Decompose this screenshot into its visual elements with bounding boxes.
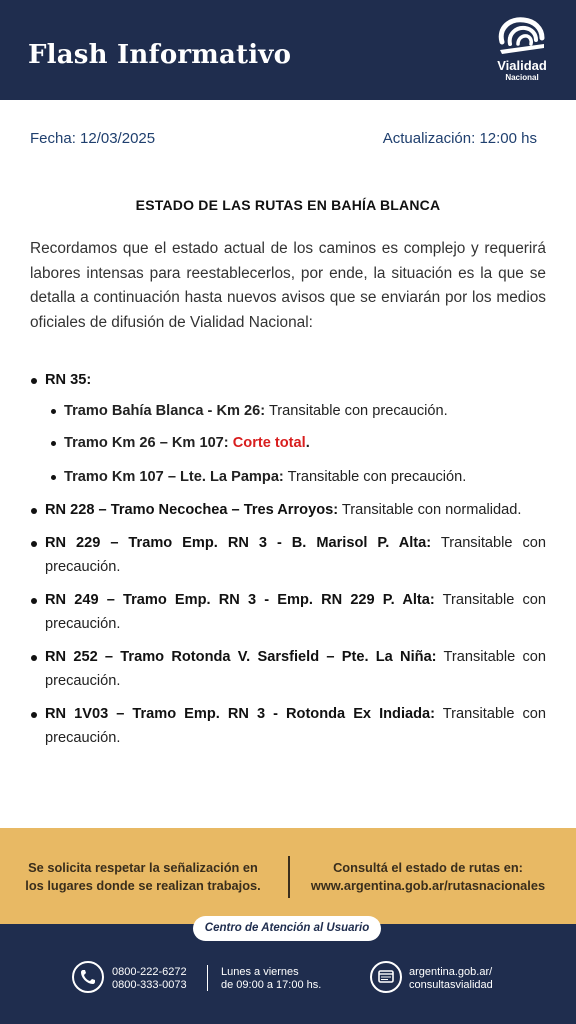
phone-icon [72, 961, 104, 993]
route-status: Transitable con precaución. [45, 649, 546, 689]
intro-paragraph: Recordamos que el estado actual de los caminos es complejo y requerirá labores intensas para reestablecerlos, por ende, la situación es la que se detalla a continuación hasta nuevos avisos que se enviarán por los medios oficiales de difusión de Vialidad Nacional: [30, 240, 546, 331]
customer-service-badge: Centro de Atención al Usuario [193, 916, 381, 941]
tramo-status-closed: Corte total [232, 435, 306, 451]
web-link-line-1[interactable]: argentina.gob.ar/ [409, 966, 493, 978]
tramo-label: Tramo Km 26 – Km 107: [64, 435, 229, 451]
web-link-line-2[interactable]: consultasvialidad [409, 979, 493, 991]
route-status: Transitable con precaución. [45, 706, 546, 746]
route-label: RN 228 – Tramo Necochea – Tres Arroyos: [45, 502, 339, 518]
phone-number-1[interactable]: 0800-222-6272 [112, 966, 187, 978]
bullet-icon [31, 655, 37, 661]
section-title: ESTADO DE LAS RUTAS EN BAHÍA BLANCA [135, 197, 441, 213]
route-status: Transitable con precaución. [45, 592, 546, 632]
hours-time: de 09:00 a 17:00 hs. [221, 979, 322, 991]
bullet-icon [31, 712, 37, 718]
route-label: RN 249 – Tramo Emp. RN 3 - Emp. RN 229 P. Alta: [45, 592, 435, 608]
web-browser-icon [370, 961, 402, 993]
routes-status-link[interactable]: www.argentina.gob.ar/rutasnacionales [310, 878, 546, 893]
report-date: Fecha: 12/03/2025 [30, 130, 156, 147]
vialidad-logo [490, 14, 554, 86]
hours-days: Lunes a viernes [221, 966, 299, 978]
route-name: RN 35: [45, 372, 92, 388]
signage-notice: Se solicita respetar la señalización en los lugares donde se realizan trabajos. [25, 860, 261, 893]
route-status: Transitable con precaución. [45, 535, 546, 575]
route-label: RN 252 – Tramo Rotonda V. Sarsfield – Pte. La Niña: [45, 649, 437, 665]
bullet-icon [51, 409, 56, 414]
route-label: RN 1V03 – Tramo Emp. RN 3 - Rotonda Ex Indiada: [45, 706, 436, 722]
vialidad-logo-icon [496, 14, 548, 58]
route-label: RN 229 – Tramo Emp. RN 3 - B. Marisol P. Alta: [45, 535, 432, 551]
header-bar [0, 0, 576, 100]
info-banner [0, 828, 576, 924]
route-status: Transitable con normalidad. [341, 502, 522, 518]
bullet-icon [31, 378, 37, 384]
routes-status-info [300, 859, 556, 895]
bullet-icon [51, 441, 56, 446]
bullet-icon [31, 508, 37, 514]
bullet-icon [51, 475, 56, 480]
report-update-time: Actualización: 12:00 hs [382, 130, 537, 147]
bullet-icon [31, 598, 37, 604]
bullet-icon [31, 541, 37, 547]
banner-divider [288, 856, 290, 898]
tramo-trail: . [305, 435, 310, 451]
tramo-status: Transitable con precaución. [268, 403, 448, 419]
footer-divider [207, 965, 208, 991]
phone-number-2[interactable]: 0800-333-0073 [112, 979, 187, 991]
logo-name: Vialidad [497, 58, 547, 73]
routes-status-label: Consultá el estado de rutas en: [333, 860, 523, 875]
tramo-label: Tramo Km 107 – Lte. La Pampa: [64, 469, 284, 485]
logo-subtitle: Nacional [505, 73, 539, 82]
tramo-status: Transitable con precaución. [287, 469, 467, 485]
tramo-label: Tramo Bahía Blanca - Km 26: [64, 403, 266, 419]
page-title: Flash Informativo [28, 40, 292, 70]
